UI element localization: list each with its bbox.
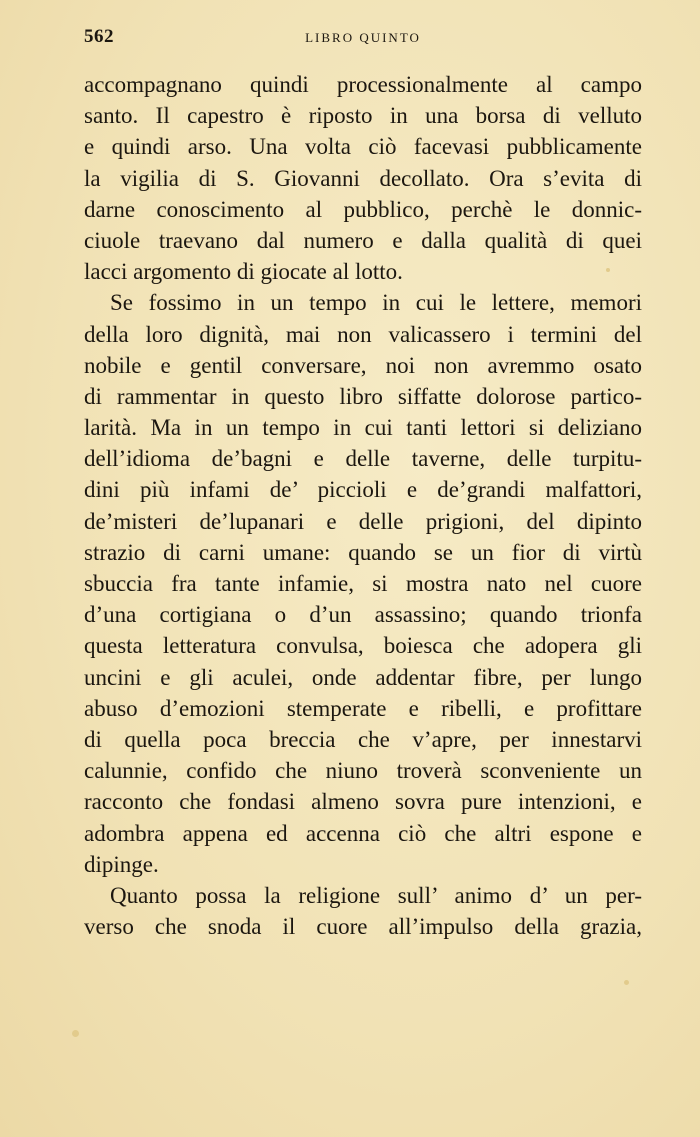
running-head: LIBRO QUINTO bbox=[305, 30, 421, 45]
text-line: dini più infami de’ piccioli e de’grandi malfattori, bbox=[84, 477, 642, 503]
text-line: adombra appena ed accenna ciò che altri espone e bbox=[84, 820, 642, 846]
text-line: Quanto possa la religione sull’ animo d’ un per- bbox=[110, 882, 642, 908]
page-number: 562 bbox=[84, 26, 114, 47]
text-line: darne conoscimento al pubblico, perchè le donnic- bbox=[84, 196, 642, 222]
paper-speck bbox=[606, 268, 610, 272]
paragraph-2 bbox=[84, 287, 642, 880]
text-line: accompagnano quindi processionalmente al campo bbox=[84, 72, 642, 97]
text-line: nobile e gentil conversare, noi non avremmo osato bbox=[84, 352, 642, 378]
paper-speck bbox=[72, 1030, 79, 1037]
text-line: Se fossimo in un tempo in cui le lettere, memori bbox=[110, 290, 642, 316]
text-line: la vigilia di S. Giovanni decollato. Ora s’evita di bbox=[84, 165, 642, 191]
page-header bbox=[84, 26, 642, 54]
paragraph-3 bbox=[84, 880, 642, 942]
text-line: questa letteratura convulsa, boiesca che adopera gli bbox=[84, 633, 642, 659]
text-line: uncini e gli aculei, onde addentar fibre, per lungo bbox=[84, 664, 642, 690]
paper-speck bbox=[624, 980, 629, 985]
text-line: e quindi arso. Una volta ciò facevasi pubblicamente bbox=[84, 134, 642, 160]
text-line: dell’idioma de’bagni e delle taverne, delle turpitu- bbox=[84, 446, 642, 472]
text-line: abuso d’emozioni stemperate e ribelli, e profittare bbox=[84, 695, 642, 721]
text-line: strazio di carni umane: quando se un fior di virtù bbox=[84, 539, 642, 565]
body-text bbox=[84, 69, 642, 942]
text-line: verso che snoda il cuore all’impulso della grazia, bbox=[84, 914, 642, 940]
text-line: de’misteri de’lupanari e delle prigioni, del dipinto bbox=[84, 508, 642, 534]
text-line: della loro dignità, mai non valicassero i termini del bbox=[84, 321, 642, 347]
text-line: santo. Il capestro è riposto in una borsa di velluto bbox=[84, 103, 642, 129]
text-line: calunnie, confido che niuno troverà sconveniente un bbox=[84, 758, 642, 784]
text-line: dipinge. bbox=[84, 851, 159, 877]
text-line: d’una cortigiana o d’un assassino; quando trionfa bbox=[84, 602, 642, 628]
text-line: larità. Ma in un tempo in cui tanti lettori si deliziano bbox=[84, 415, 642, 441]
text-line: di rammentar in questo libro siffatte dolorose partico- bbox=[84, 383, 642, 409]
paragraph-1 bbox=[84, 69, 642, 287]
text-line: ciuole traevano dal numero e dalla qualità di quei bbox=[84, 227, 642, 253]
text-line: lacci argomento di giocate al lotto. bbox=[84, 259, 403, 285]
text-line: sbuccia fra tante infamie, si mostra nato nel cuore bbox=[84, 571, 642, 596]
text-line: racconto che fondasi almeno sovra pure intenzioni, e bbox=[84, 789, 642, 815]
text-line: di quella poca breccia che v’apre, per innestarvi bbox=[84, 726, 642, 752]
